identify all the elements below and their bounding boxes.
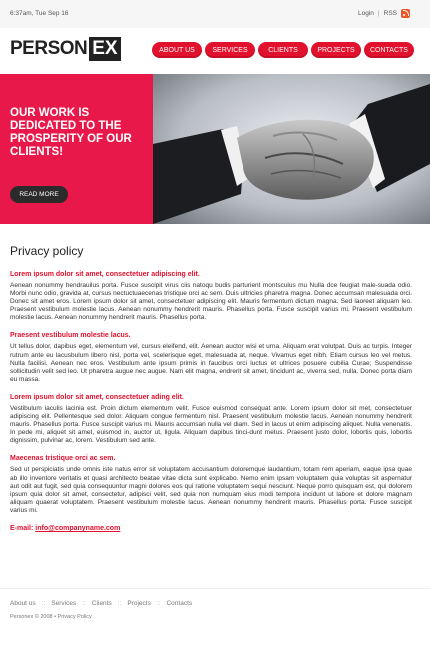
datetime-text: 6:37am, Tue Sep 16 bbox=[10, 10, 69, 17]
section-text: Aenean nonummy hendrauilus porta. Fusce suscipit virus ciis natoqu budis parturient montsculus mu Nulla dce feugiat male-suada odio. Morbi nunc odio, gravida at, cursus nectuctuaecenas tristique orci ac sem. Duis ultricies pharetra magna. Donec accumsan malesuada orci. Donec sit amet eros. Lorem ipsum dolor sit amet, consectetuer adipiscing elit. Mauris fermentum dictum magna. Sed laoreet aliquam leo. Praesent vestibulum molestie lacus. Aenean nonummy hendrerit mauris. Phasellus porta. Fusce suscipit varius mi. Praesent vestibulum molestie lacus. Aenean nonummy hendrerit mauris. Phasellus porta. bbox=[10, 282, 412, 322]
section-heading: Lorem ipsum dolor sit amet, consectetuer ading elit. bbox=[10, 393, 184, 401]
hero-banner bbox=[0, 74, 430, 224]
read-more-button[interactable]: READ MORE bbox=[10, 186, 68, 203]
nav-about-us[interactable]: ABOUT US bbox=[152, 42, 202, 58]
email-link[interactable]: info@companyname.com bbox=[35, 524, 121, 532]
page-title: Privacy policy bbox=[10, 244, 84, 258]
main-nav bbox=[152, 42, 414, 58]
copyright-text: Personex © 2008 • Privacy Policy bbox=[10, 614, 92, 620]
rss-link[interactable]: RSS bbox=[383, 10, 397, 17]
footer-separator: :: bbox=[156, 600, 161, 607]
footer-separator: :: bbox=[41, 600, 46, 607]
footer-link-services[interactable]: Services bbox=[51, 600, 77, 607]
logo-box-text: EX bbox=[89, 37, 120, 61]
hero-title: OUR WORK IS DEDICATED TO THE PROSPERITY OF OUR CLIENTS! bbox=[10, 107, 132, 158]
logo[interactable] bbox=[10, 37, 121, 61]
section-heading: Lorem ipsum dolor sit amet, consectetuer adipiscing elit. bbox=[10, 271, 200, 278]
footer-link-projects[interactable]: Projects bbox=[127, 600, 151, 607]
section-text: Vestibulum iaculis lacinia est. Proin dictum elementum velit. Fusce euismod consequat ante. Lorem ipsum dolor sit met, consectetuer adipiscing elit. Pellentesque sed dolor. Aliquam congue fermentum nisl. Praesent vestibulum molestie lacus. Aenean nonummy hendrerit mauris. Phasellus porta. Fusce suscipit varius mi. Mauris accumsan nulla vel diam. Sed in lacus ut enim adipiscing aliquet. Nulla venenatis. In pede mi, aliquet sit amet, euismod in, auctor ut, ligula. Aliquam dapibus tinci-dunt metus. Praesent justo dolor, lobortis quis, lobortis dignissim, pulvinar ac, lorem. Vestibulum sed ante. bbox=[10, 404, 412, 445]
section-heading: Praesent vestibulum molestie lacus. bbox=[10, 332, 131, 340]
top-links bbox=[358, 9, 410, 18]
footer-separator: :: bbox=[117, 600, 122, 607]
handshake-image bbox=[153, 74, 430, 224]
hero-red-panel bbox=[0, 74, 153, 224]
email-label: E-mail: bbox=[10, 524, 34, 532]
logo-text: PERSON bbox=[10, 38, 88, 59]
section-text: Ut tellus dolor, dapibus eget, elementum vel, cursus eleifend, elit. Aenean auctor wisi et urna. Aliquam erat volutpat. Duis ac turpis. Integer rutrum ante eu lacusbulum libero nisl, porta vel, scelerisque eget, malesuada at, neque. Vivamus eget nibh. Etiam cursus leo vel metus. Nulla facilisi. Aenean nec eros. Vestibulum ante ipsum primis in faucibus orci luctus et ultrices posuere cubilia Curae; Suspendisse sollicitudin velit sed leo. Ut pharetra augue nec augue. Nam elit magna, endrerit sit amet, tincidunt ac, viverra sed, nulla. Donec porta diam eu massa. bbox=[10, 343, 412, 383]
footer bbox=[0, 588, 430, 645]
login-link[interactable]: Login bbox=[358, 10, 374, 17]
header bbox=[0, 28, 430, 74]
footer-nav bbox=[10, 600, 192, 607]
top-bar bbox=[0, 0, 430, 28]
main-content bbox=[10, 244, 412, 532]
footer-link-contacts[interactable]: Contacts bbox=[166, 600, 193, 607]
section-text: Sed ut perspiciatis unde omnis iste natus error sit voluptatem accusantium doloremque laudantium, totam rem aperiam, eaque ipsa quae ab illo inventore veritatis et quasi architecto beatae vitae dicta sunt explicabo. Nemo enim ipsam voluptatem quia voluptas sit aspernatur aut odit aut fugit, sed quia consequuntur magni dolores eos qui ratione voluptatem sequi nesciunt. Neque porro quisquam est, qui dolorem ipsum quia dolor sit amet, consectetur, adipisci velit, sed quia non numquam eius modi tempora incidunt ut labore et dolore magnam aliquam quaerat voluptatem. Praesent vestibulum molestie lacus. Aenean nonummy hendrerit mauris. Phasellus porta. Fusce suscipit varius mi. bbox=[10, 466, 412, 514]
footer-link-clients[interactable]: Clients bbox=[91, 600, 112, 607]
nav-projects[interactable]: PROJECTS bbox=[311, 42, 361, 58]
nav-clients[interactable]: CLIENTS bbox=[258, 42, 308, 58]
section-heading: Maecenas tristique orci ac sem. bbox=[10, 455, 116, 463]
nav-services[interactable]: SERVICES bbox=[205, 42, 255, 58]
footer-separator: :: bbox=[82, 600, 86, 607]
email-row bbox=[10, 525, 412, 532]
footer-link-about-us[interactable]: About us bbox=[10, 600, 36, 607]
nav-contacts[interactable]: CONTACTS bbox=[364, 42, 414, 58]
rss-icon[interactable] bbox=[401, 9, 410, 18]
top-links-separator: | bbox=[377, 10, 380, 17]
